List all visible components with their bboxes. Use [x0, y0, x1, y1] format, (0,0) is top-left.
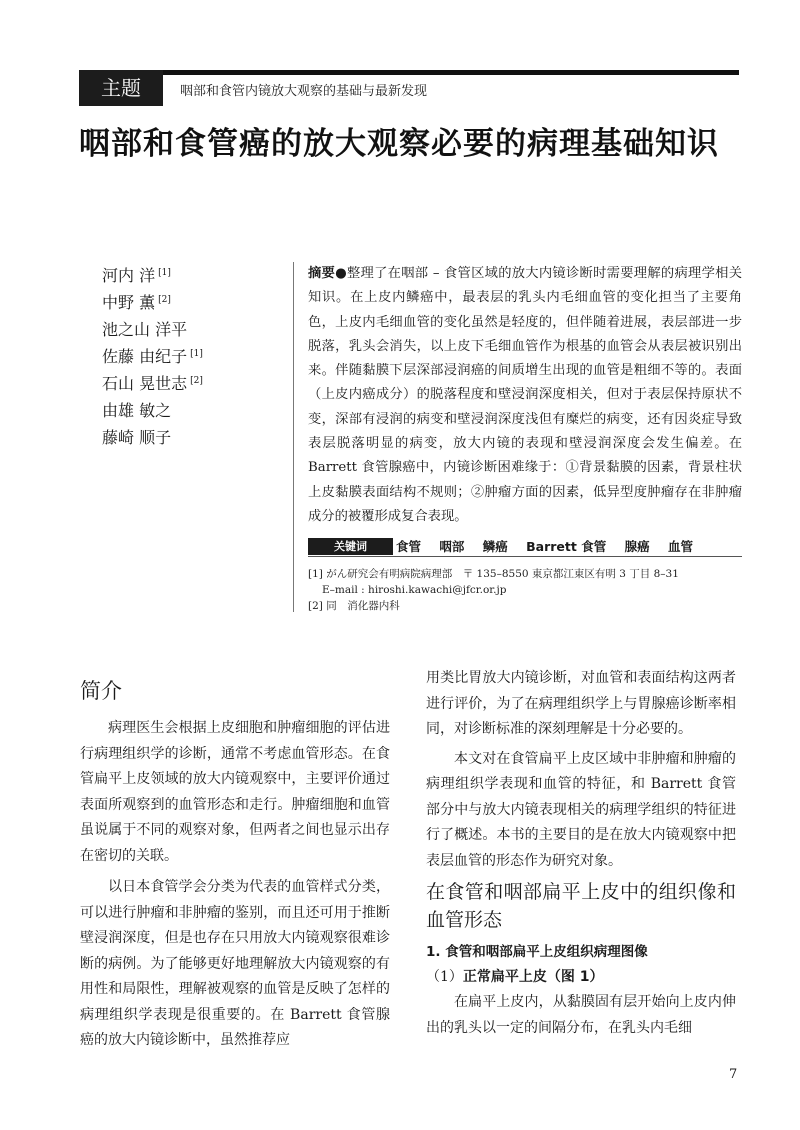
author: 石山 晃世志 [2] — [102, 374, 203, 393]
article-title: 咽部和食管癌的放大观察必要的病理基础知识 — [79, 126, 719, 162]
abstract — [308, 262, 742, 529]
abstract-label: 摘要● — [308, 266, 347, 281]
intro-paragraph-continued: 用类比胃放大内镜诊断，对血管和表面结构这两者进行评价，为了在病理组织学上与胃腺癌诊断率相同，对诊断标准的深刻理解是十分必要的。 — [426, 670, 736, 737]
keyword: 腺癌 — [624, 539, 650, 554]
keywords-list — [396, 538, 742, 555]
intro-paragraph: 病理医生会根据上皮细胞和肿瘤细胞的评估进行病理组织学的诊断，通常不考虑血管形态。在食管扁平上皮领域的放大内镜观察中，主要评价通过表面所观察到的血管形态和走行。肿瘤细胞和血管虽说属于不同的观察对象，但两者之间也显示出存在密切的关联。 — [80, 720, 390, 864]
page-number: 7 — [729, 1067, 738, 1082]
body-column-right — [426, 666, 736, 1041]
affiliation-2: [2] 同 消化器内科 — [308, 600, 400, 612]
author-list — [102, 260, 282, 449]
affiliation-1: [1] がん研究会有明病院病理部 〒 135–8550 東京都江東区有明 3 丁目 8–31 — [308, 568, 679, 580]
keyword: 咽部 — [439, 539, 465, 554]
keyword: 血管 — [667, 539, 693, 554]
author: 由雄 敏之 — [102, 401, 172, 420]
subsection-heading: 1. 食管和咽部扁平上皮组织病理图像 — [426, 944, 648, 960]
series-subtitle: 咽部和食管内镜放大观察的基础与最新发现 — [180, 84, 428, 99]
intro-paragraph: 以日本食管学会分类为代表的血管样式分类，可以进行肿瘤和非肿瘤的鉴别，而且还可用于推断壁浸润深度，但是也存在只用放大内镜观察很难诊断的病例。为了能够更好地理解放大内镜观察的有用性和局限性，理解被观察的血管是反映了怎样的病理组织学表现是很重要的。在 Barrett 食管腺癌的放大内镜诊断中，虽然推荐应 — [80, 879, 390, 1048]
section-paragraph: 在扁平上皮内，从黏膜固有层开始向上皮内伸出的乳头以一定的间隔分布，在乳头内毛细 — [426, 994, 736, 1036]
subsubsection-heading: （1）正常扁平上皮（图 1） — [426, 969, 604, 985]
intro-heading: 简介 — [80, 679, 122, 703]
author: 藤崎 顺子 — [102, 428, 172, 447]
intro-paragraph: 本文对在食管扁平上皮区域中非肿瘤和肿瘤的病理组织学表现和血管的特征，和 Barrett 食管部分中与放大内镜表现相关的病理学组织的特征进行了概述。本书的主要目的是在放大内镜观察中把表层血管的形态作为研究对象。 — [426, 750, 736, 869]
abstract-divider — [293, 262, 294, 612]
author: 中野 薫 [2] — [102, 293, 171, 312]
keywords-label: 关键词 — [308, 538, 393, 555]
keywords-rule — [308, 556, 742, 557]
affiliations — [308, 566, 742, 614]
topic-label: 主题 — [79, 70, 163, 106]
keyword: Barrett 食管 — [526, 539, 607, 554]
top-rule — [79, 70, 739, 75]
abstract-text: 整理了在咽部 – 食管区域的放大内镜诊断时需要理解的病理学相关知识。在上皮内鳞癌中，最表层的乳头内毛细血管的变化担当了主要角色，上皮内毛细血管的变化虽然是轻度的，但伴随着进展，表层部进一步脱落，乳头会消失，以上皮下毛细血管作为根基的血管会从表层被识别出来。伴随黏膜下层深部浸润癌的间质增生出现的血管是粗细不等的。表面（上皮内癌成分）的脱落程度和壁浸润深度相关，但对于表层保持原状不变，深部有浸润的病变和壁浸润深度浅但有糜烂的病变，还有因炎症导致表层脱落明显的病变，放大内镜的表现和壁浸润深度会发生偏差。在 Barrett 食管腺癌中，内镜诊断困难缘于：①背景黏膜的因素，背景柱状上皮黏膜表面结构不规则；②肿瘤方面的因素，低异型度肿瘤存在非肿瘤成分的被覆形成复合表现。 — [308, 266, 742, 524]
keywords-row — [308, 538, 742, 557]
author: 河内 洋 [1] — [102, 266, 171, 285]
section-heading: 在食管和咽部扁平上皮中的组织像和血管形态 — [426, 881, 736, 931]
author: 佐藤 由纪子 [1] — [102, 347, 203, 366]
author: 池之山 洋平 — [102, 320, 188, 339]
keyword: 鳞癌 — [482, 539, 508, 554]
keyword: 食管 — [396, 539, 422, 554]
body-column-left — [80, 676, 390, 1054]
affiliation-email: E–mail : hiroshi.kawachi@jfcr.or.jp — [322, 584, 507, 596]
